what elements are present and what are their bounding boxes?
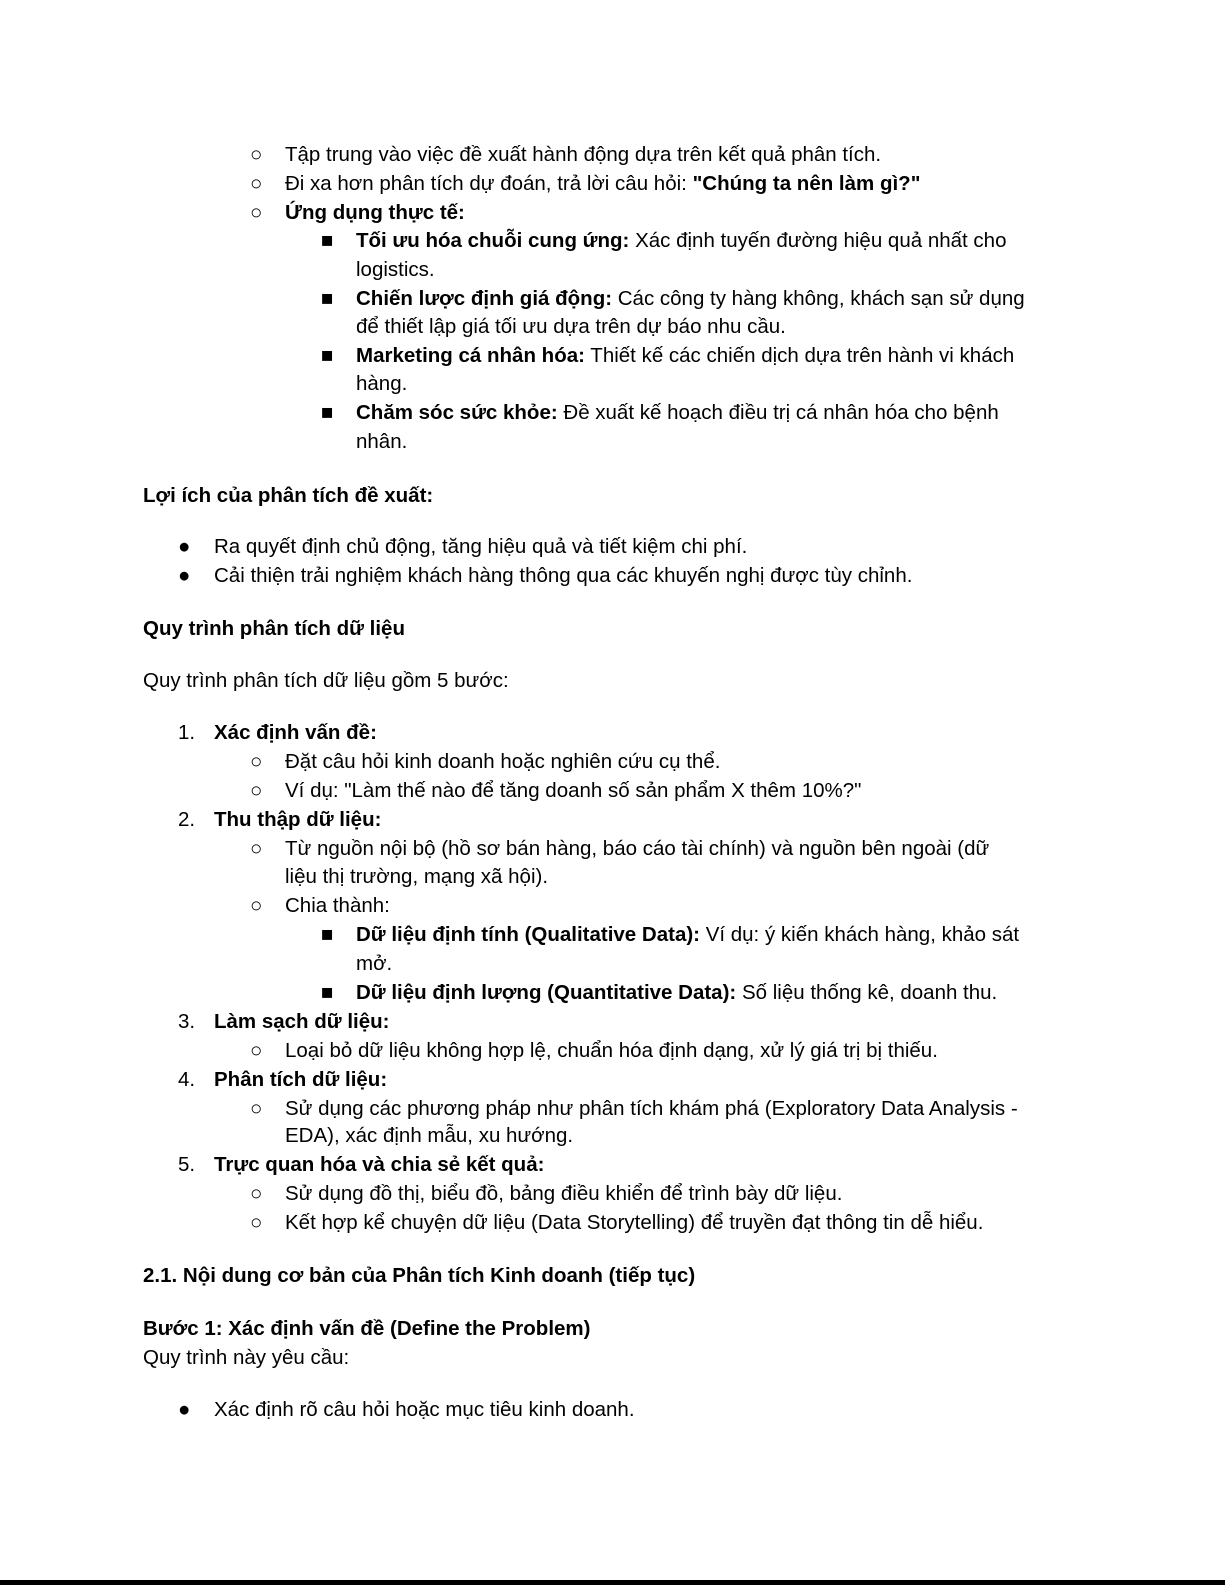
- list-item-continuation: EDA), xác định mẫu, xu hướng.: [285, 1124, 574, 1147]
- step-title: Phân tích dữ liệu:: [214, 1068, 388, 1091]
- circle-bullet-icon: ○: [250, 172, 263, 195]
- list-item: Ví dụ: "Làm thế nào để tăng doanh số sản phẩm X thêm 10%?": [285, 779, 862, 802]
- step-title: Xác định vấn đề:: [214, 721, 377, 744]
- list-item: Chiến lược định giá động: Các công ty hàng không, khách sạn sử dụng: [356, 287, 1025, 310]
- section-heading: 2.1. Nội dung cơ bản của Phân tích Kinh doanh (tiếp tục): [143, 1264, 696, 1287]
- circle-bullet-icon: ○: [250, 750, 263, 773]
- list-item-continuation: mở.: [356, 952, 393, 975]
- step-number: 2.: [178, 808, 196, 831]
- page-bottom-edge: [0, 1580, 1225, 1585]
- list-item: Dữ liệu định lượng (Quantitative Data): Số liệu thống kê, doanh thu.: [356, 981, 998, 1004]
- list-item: Đi xa hơn phân tích dự đoán, trả lời câu hỏi: "Chúng ta nên làm gì?": [285, 172, 921, 195]
- list-item-continuation: để thiết lập giá tối ưu dựa trên dự báo nhu cầu.: [356, 315, 786, 338]
- list-item: Chia thành:: [285, 894, 390, 917]
- list-item: Loại bỏ dữ liệu không hợp lệ, chuẩn hóa định dạng, xử lý giá trị bị thiếu.: [285, 1039, 938, 1062]
- list-item: Đặt câu hỏi kinh doanh hoặc nghiên cứu cụ thể.: [285, 750, 721, 773]
- square-bullet-icon: ■: [321, 287, 334, 310]
- applications-heading: Ứng dụng thực tế:: [285, 201, 465, 224]
- circle-bullet-icon: ○: [250, 1182, 263, 1205]
- square-bullet-icon: ■: [321, 401, 334, 424]
- list-item: Sử dụng các phương pháp như phân tích khám phá (Exploratory Data Analysis -: [285, 1097, 1018, 1120]
- step-number: 1.: [178, 721, 196, 744]
- step-title: Thu thập dữ liệu:: [214, 808, 382, 831]
- disc-bullet-icon: ●: [178, 564, 191, 587]
- list-item: Marketing cá nhân hóa: Thiết kế các chiến dịch dựa trên hành vi khách: [356, 344, 1015, 367]
- list-item: Từ nguồn nội bộ (hồ sơ bán hàng, báo cáo tài chính) và nguồn bên ngoài (dữ: [285, 837, 990, 860]
- list-item: Tối ưu hóa chuỗi cung ứng: Xác định tuyến đường hiệu quả nhất cho: [356, 229, 1007, 252]
- list-item: Sử dụng đồ thị, biểu đồ, bảng điều khiển để trình bày dữ liệu.: [285, 1182, 843, 1205]
- circle-bullet-icon: ○: [250, 779, 263, 802]
- list-item: Chăm sóc sức khỏe: Đề xuất kế hoạch điều trị cá nhân hóa cho bệnh: [356, 401, 999, 424]
- step1-heading: Bước 1: Xác định vấn đề (Define the Problem): [143, 1317, 591, 1340]
- square-bullet-icon: ■: [321, 344, 334, 367]
- square-bullet-icon: ■: [321, 229, 334, 252]
- circle-bullet-icon: ○: [250, 143, 263, 166]
- step-number: 3.: [178, 1010, 196, 1033]
- list-item-continuation: logistics.: [356, 258, 435, 281]
- list-item: Xác định rõ câu hỏi hoặc mục tiêu kinh doanh.: [214, 1398, 635, 1421]
- list-item-continuation: liệu thị trường, mạng xã hội).: [285, 865, 549, 888]
- step-title: Trực quan hóa và chia sẻ kết quả:: [214, 1153, 545, 1176]
- step-number: 5.: [178, 1153, 196, 1176]
- circle-bullet-icon: ○: [250, 1211, 263, 1234]
- circle-bullet-icon: ○: [250, 837, 263, 860]
- step-number: 4.: [178, 1068, 196, 1091]
- benefits-heading: Lợi ích của phân tích đề xuất:: [143, 484, 434, 507]
- list-item: Dữ liệu định tính (Qualitative Data): Ví dụ: ý kiến khách hàng, khảo sát: [356, 923, 1020, 946]
- circle-bullet-icon: ○: [250, 201, 263, 224]
- circle-bullet-icon: ○: [250, 894, 263, 917]
- list-item-continuation: nhân.: [356, 430, 408, 453]
- step1-intro: Quy trình này yêu cầu:: [143, 1346, 350, 1369]
- square-bullet-icon: ■: [321, 923, 334, 946]
- process-heading: Quy trình phân tích dữ liệu: [143, 617, 405, 640]
- list-item: Ra quyết định chủ động, tăng hiệu quả và tiết kiệm chi phí.: [214, 535, 748, 558]
- step-title: Làm sạch dữ liệu:: [214, 1010, 390, 1033]
- disc-bullet-icon: ●: [178, 1398, 191, 1421]
- list-item: Tập trung vào việc đề xuất hành động dựa trên kết quả phân tích.: [285, 143, 882, 166]
- disc-bullet-icon: ●: [178, 535, 191, 558]
- list-item: Cải thiện trải nghiệm khách hàng thông qua các khuyến nghị được tùy chỉnh.: [214, 564, 913, 587]
- circle-bullet-icon: ○: [250, 1039, 263, 1062]
- process-intro: Quy trình phân tích dữ liệu gồm 5 bước:: [143, 669, 509, 692]
- circle-bullet-icon: ○: [250, 1097, 263, 1120]
- list-item: Kết hợp kể chuyện dữ liệu (Data Storytelling) để truyền đạt thông tin dễ hiểu.: [285, 1211, 984, 1234]
- square-bullet-icon: ■: [321, 981, 334, 1004]
- list-item-continuation: hàng.: [356, 372, 408, 395]
